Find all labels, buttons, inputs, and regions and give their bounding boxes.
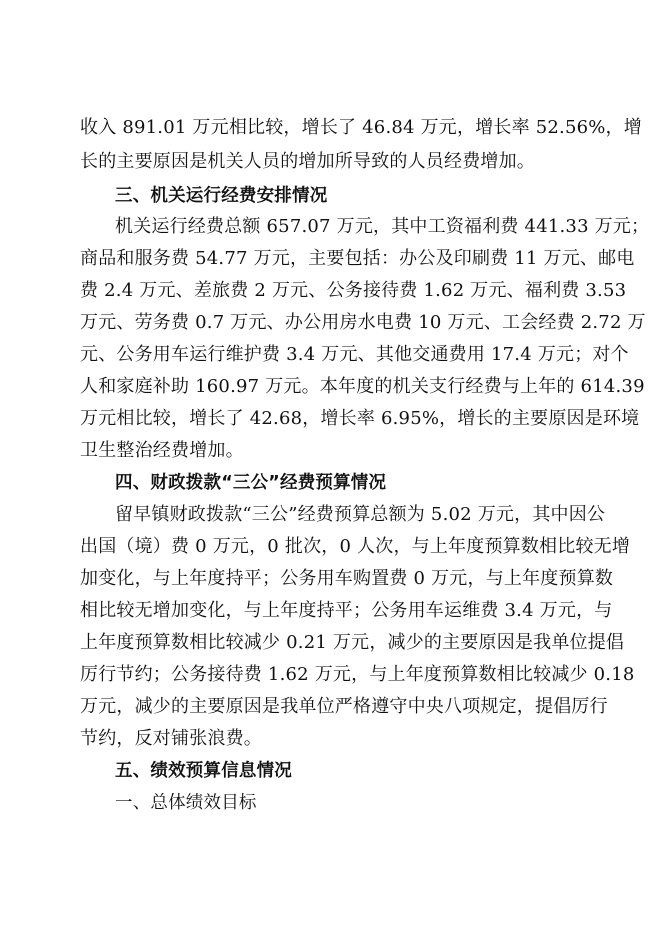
paragraph-line: 元、公务用车运行维护费 3.4 万元、其他交通费用 17.4 万元；对个: [80, 344, 629, 365]
paragraph-line: 万元，减少的主要原因是我单位严格遵守中央八项规定，提倡厉行: [80, 696, 608, 717]
paragraph-line: 万元、劳务费 0.7 万元、办公用房水电费 10 万元、工会经费 2.72 万: [80, 312, 646, 333]
paragraph-line: 厉行节约；公务接待费 1.62 万元，与上年度预算数相比较减少 0.18: [80, 664, 635, 685]
paragraph-line: 万元相比较，增长了 42.68，增长率 6.95%，增长的主要原因是环境: [80, 408, 640, 429]
section-heading-office-operating-expenses: 三、机关运行经费安排情况: [115, 186, 328, 206]
paragraph-line: 机关运行经费总额 657.07 万元，其中工资福利费 441.33 万元；: [115, 216, 650, 237]
paragraph-line: 上年度预算数相比较减少 0.21 万元，减少的主要原因是我单位提倡: [80, 632, 625, 653]
paragraph-line: 留早镇财政拨款“三公”经费预算总额为 5.02 万元，其中因公: [115, 504, 606, 525]
paragraph-line: 费 2.4 万元、差旅费 2 万元、公务接待费 1.62 万元、福利费 3.53: [80, 280, 627, 301]
paragraph-line: 人和家庭补助 160.97 万元。本年度的机关支行经费与上年的 614.39: [80, 376, 645, 397]
paragraph-line: 加变化，与上年度持平；公务用车购置费 0 万元，与上年度预算数: [80, 568, 614, 589]
section-heading-performance-budget: 五、绩效预算信息情况: [115, 761, 292, 781]
paragraph-line: 节约，反对铺张浪费。: [80, 728, 262, 749]
paragraph-line: 卫生整治经费增加。: [80, 440, 244, 461]
paragraph-line: 收入 891.01 万元相比较，增长了 46.84 万元，增长率 52.56%，增: [80, 117, 642, 138]
paragraph-line: 出国（境）费 0 万元，0 批次，0 人次，与上年度预算数相比较无增: [80, 536, 631, 557]
subsection-heading-overall-goal: 一、总体绩效目标: [115, 793, 257, 813]
section-heading-three-public-expenses: 四、财政拨款“三公”经费预算情况: [115, 473, 387, 493]
paragraph-line: 商品和服务费 54.77 万元，主要包括：办公及印刷费 11 万元、邮电: [80, 248, 635, 269]
paragraph-line: 相比较无增加变化，与上年度持平；公务用车运维费 3.4 万元，与: [80, 600, 613, 621]
paragraph-line: 长的主要原因是机关人员的增加所导致的人员经费增加。: [80, 151, 535, 172]
